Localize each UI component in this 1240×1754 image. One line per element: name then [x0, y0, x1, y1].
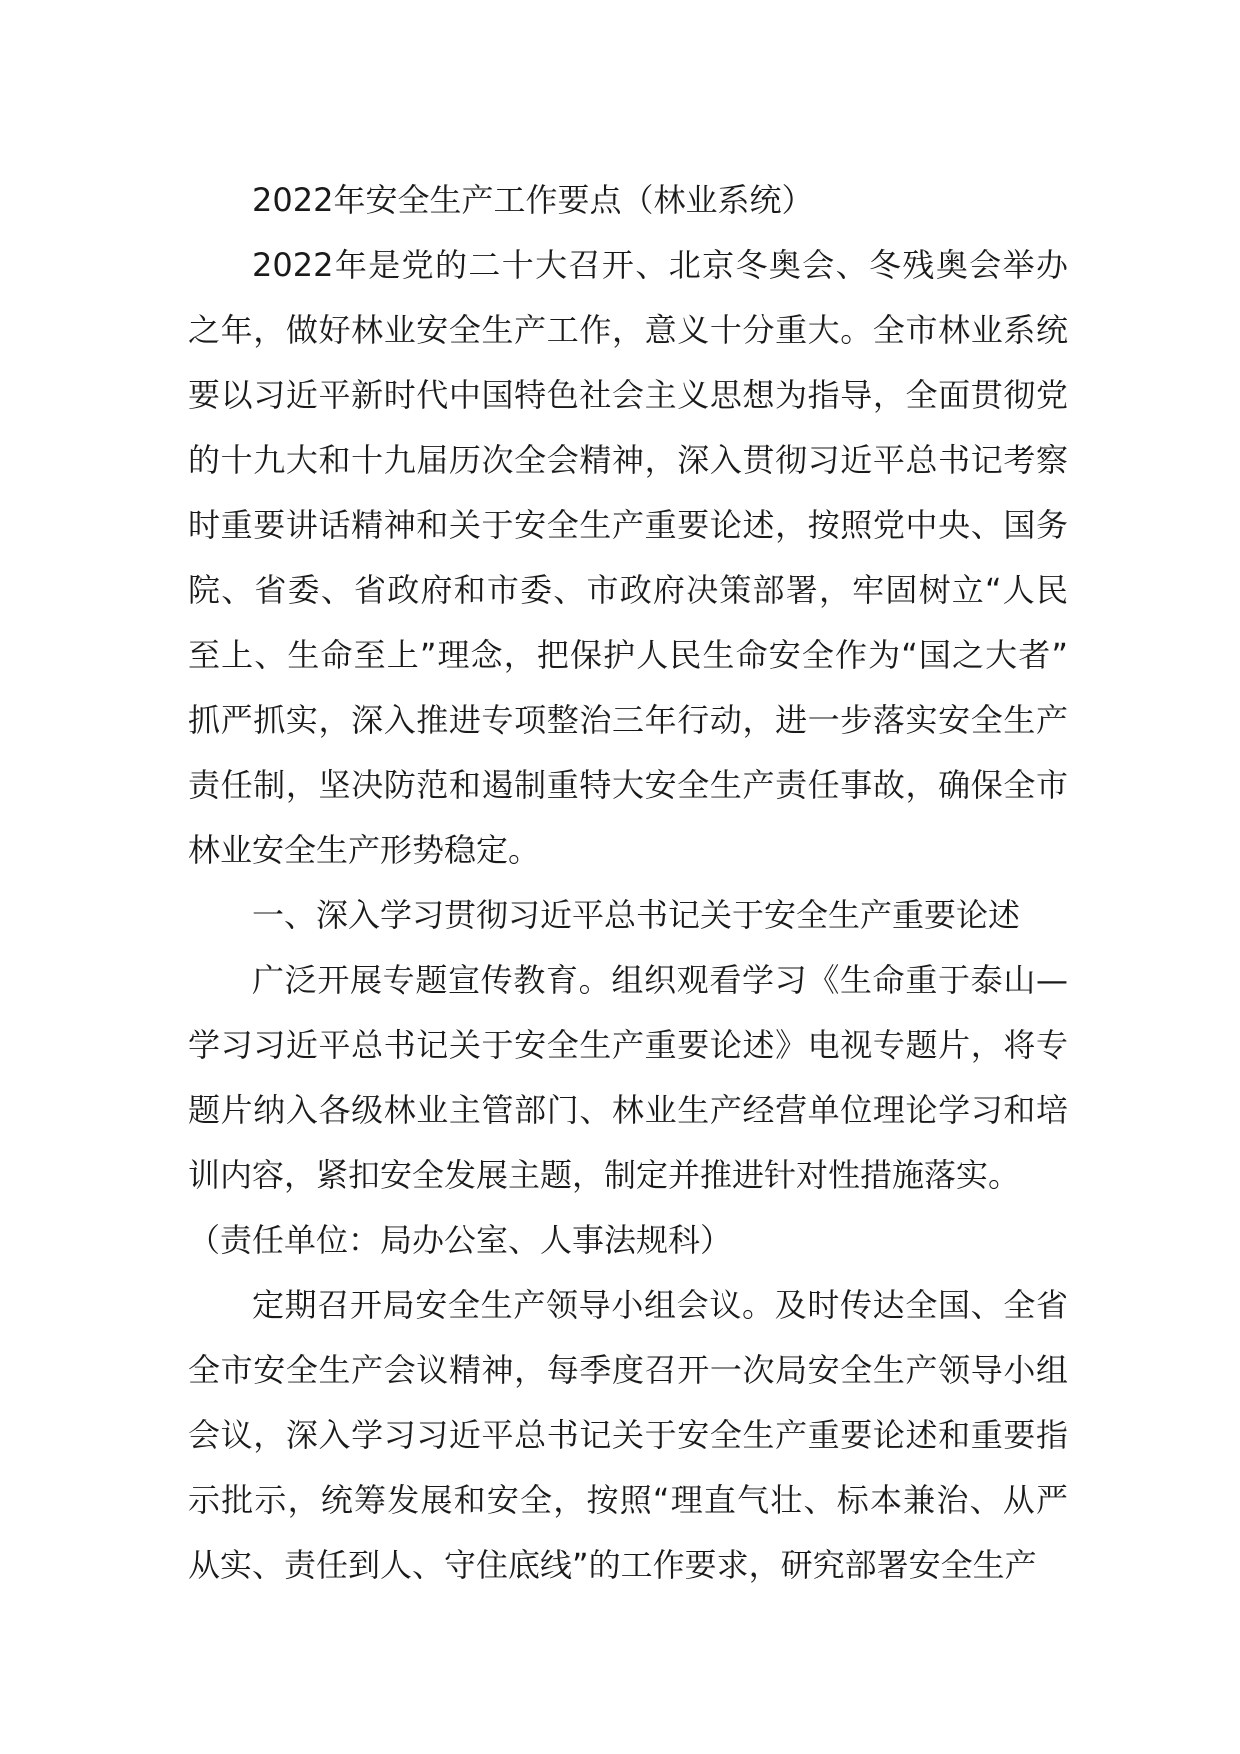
document-page [188, 168, 1068, 1598]
item-1-responsible: （责任单位：局办公室、人事法规科） [188, 1221, 733, 1259]
item-1-paragraph: 广泛开展专题宣传教育。组织观看学习《生命重于泰山—学习习近平总书记关于安全生产重要论述》电视专题片，将专题片纳入各级林业主管部门、林业生产经营单位理论学习和培训内容，紧扣安全发展主题，制定并推进针对性措施落实。 [188, 961, 1068, 1194]
document-title: 2022年安全生产工作要点（林业系统） [252, 181, 814, 219]
intro-paragraph: 2022年是党的二十大召开、北京冬奥会、冬残奥会举办之年，做好林业安全生产工作，意义十分重大。全市林业系统要以习近平新时代中国特色社会主义思想为指导，全面贯彻党的十九大和十九届历次全会精神，深入贯彻习近平总书记考察时重要讲话精神和关于安全生产重要论述，按照党中央、国务院、省委、省政府和市委、市政府决策部署，牢固树立“人民至上、生命至上”理念，把保护人民生命安全作为“国之大者”抓严抓实，深入推进专项整治三年行动，进一步落实安全生产责任制，坚决防范和遏制重特大安全生产责任事故，确保全市林业安全生产形势稳定。 [188, 246, 1068, 869]
item-2-paragraph: 定期召开局安全生产领导小组会议。及时传达全国、全省全市安全生产会议精神，每季度召开一次局安全生产领导小组会议，深入学习习近平总书记关于安全生产重要论述和重要指示批示，统筹发展和安全，按照“理直气壮、标本兼治、从严从实、责任到人、守住底线”的工作要求，研究部署安全生产 [188, 1286, 1068, 1584]
section-heading-1: 一、深入学习贯彻习近平总书记关于安全生产重要论述 [252, 896, 1021, 934]
